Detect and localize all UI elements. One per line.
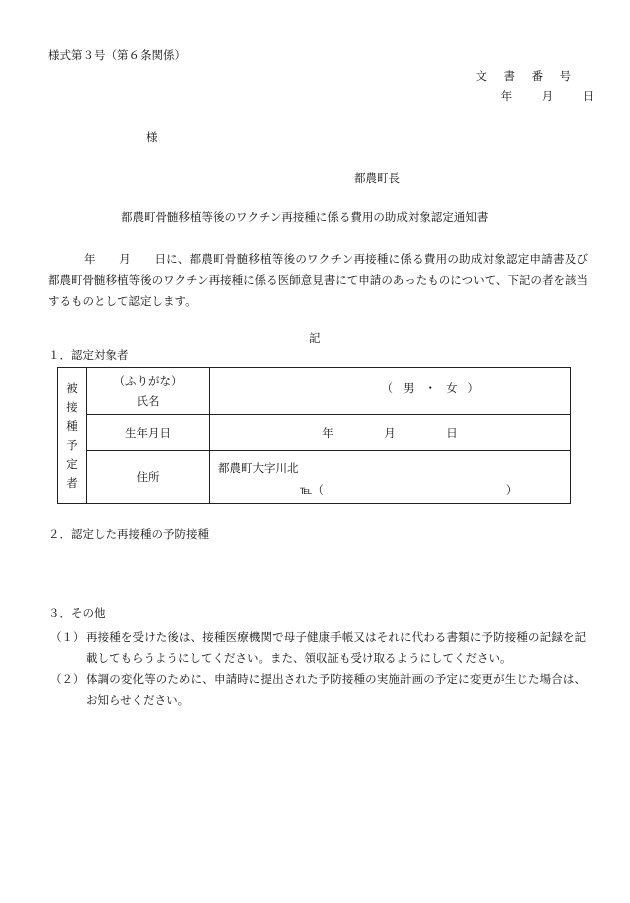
section3-heading: ３．その他 [48, 606, 106, 620]
note-item-2 [50, 669, 586, 711]
note-item-number: （２） [50, 672, 85, 686]
address-value: 都農町大字川北 [218, 461, 299, 475]
section1-heading: １．認定対象者 [48, 348, 129, 362]
note-item-1 [50, 627, 586, 669]
name-value-cell[interactable] [210, 368, 571, 415]
addressee-suffix: 様 [146, 130, 158, 144]
note-item-text: 再接種を受けた後は、接種医療機関で母子健康手帳又はそれに代わる書類に予防接種の記録を記載してもらうようにしてください。また、領収証も受け取るようにしてください。 [86, 630, 586, 665]
section2-heading: ２．認定した再接種の予防接種 [48, 527, 209, 541]
name-label-cell [87, 368, 210, 415]
issue-date: 年 月 日 [500, 89, 595, 103]
name-label: 氏名 [136, 394, 160, 408]
furigana-label: （ふりがな） [113, 374, 183, 388]
gender-female[interactable]: 女 [446, 381, 460, 395]
birthdate-label: 生年月日 [87, 415, 210, 451]
ki-marker: 記 [309, 331, 321, 345]
gender-male[interactable]: 男 [403, 381, 417, 395]
address-value-cell[interactable] [210, 451, 571, 504]
document-number-label: 文 書 番 号 [475, 69, 573, 83]
note-item-text: 体調の変化等のために、申請時に提出された予防接種の実施計画の予定に変更が生じた場合は、お知らせください。 [86, 672, 586, 707]
document-title: 都農町骨髄移植等後のワクチン再接種に係る費用の助成対象認定通知書 [121, 210, 489, 224]
body-paragraph: 年 月 日に、都農町骨髄移植等後のワクチン再接種に係る費用の助成対象認定申請書及び都農町骨髄移植等後のワクチン再接種に係る医師意見書にて申請のあったものについて、下記の者を該当するものとして認定します。 [48, 252, 588, 308]
form-number: 様式第３号（第６条関係） [48, 48, 186, 62]
birthdate-value-cell[interactable]: 年 月 日 [210, 415, 571, 451]
gender-selector[interactable]: （ 男 ・ 女 ） [381, 381, 481, 395]
recipient-side-label: 被 接 種 予 定 者 [58, 368, 87, 504]
recipient-table [57, 367, 571, 504]
address-label: 住所 [87, 451, 210, 504]
sender-title: 都農町長 [354, 171, 400, 185]
note-item-number: （１） [50, 630, 85, 644]
phone-field[interactable]: ℡（ ） [300, 483, 518, 497]
